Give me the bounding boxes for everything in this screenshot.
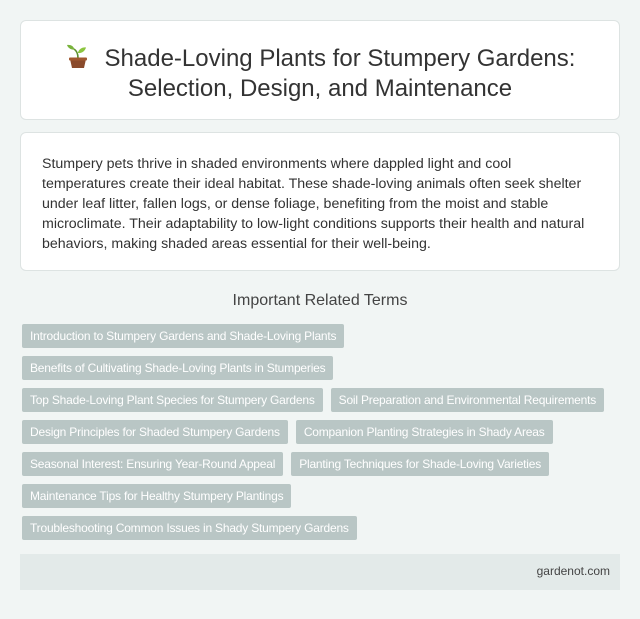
footer-site-link[interactable]: gardenot.com [536, 564, 610, 578]
description-text: Stumpery pets thrive in shaded environments where dappled light and cool temperatures create their ideal habitat. These shade-loving animals often seek shelter under leaf litter, fallen logs, or dense foliage, benefiting from the moist and stable microclimate. Their adaptability to low-light conditions supports their health and natural behaviors, making shaded areas essential for their well-being. [42, 156, 585, 252]
related-term-tag[interactable]: Companion Planting Strategies in Shady Areas [296, 420, 553, 444]
related-term-tag[interactable]: Planting Techniques for Shade-Loving Varieties [291, 452, 549, 476]
title-card [20, 20, 620, 120]
related-term-tag[interactable]: Maintenance Tips for Healthy Stumpery Plantings [22, 484, 291, 508]
title-line-1 [21, 43, 619, 74]
sprout-icon [65, 43, 91, 69]
related-term-tag[interactable]: Benefits of Cultivating Shade-Loving Plants in Stumperies [22, 356, 333, 380]
related-terms-heading: Important Related Terms [232, 292, 408, 309]
related-term-tag[interactable]: Design Principles for Shaded Stumpery Gardens [22, 420, 288, 444]
page-title [21, 43, 619, 104]
related-term-tag[interactable]: Seasonal Interest: Ensuring Year-Round Appeal [22, 452, 283, 476]
description-card [20, 132, 620, 271]
related-term-tag[interactable]: Troubleshooting Common Issues in Shady Stumpery Gardens [22, 516, 357, 540]
footer [20, 554, 620, 590]
related-term-tag[interactable]: Introduction to Stumpery Gardens and Shade-Loving Plants [22, 324, 344, 348]
related-terms-list [22, 324, 622, 548]
title-text-1: Shade-Loving Plants for Stumpery Gardens: [104, 45, 576, 72]
related-term-tag[interactable]: Soil Preparation and Environmental Requirements [331, 388, 604, 412]
title-line-2: Selection, Design, and Maintenance [127, 75, 513, 102]
related-term-tag[interactable]: Top Shade-Loving Plant Species for Stumpery Gardens [22, 388, 323, 412]
